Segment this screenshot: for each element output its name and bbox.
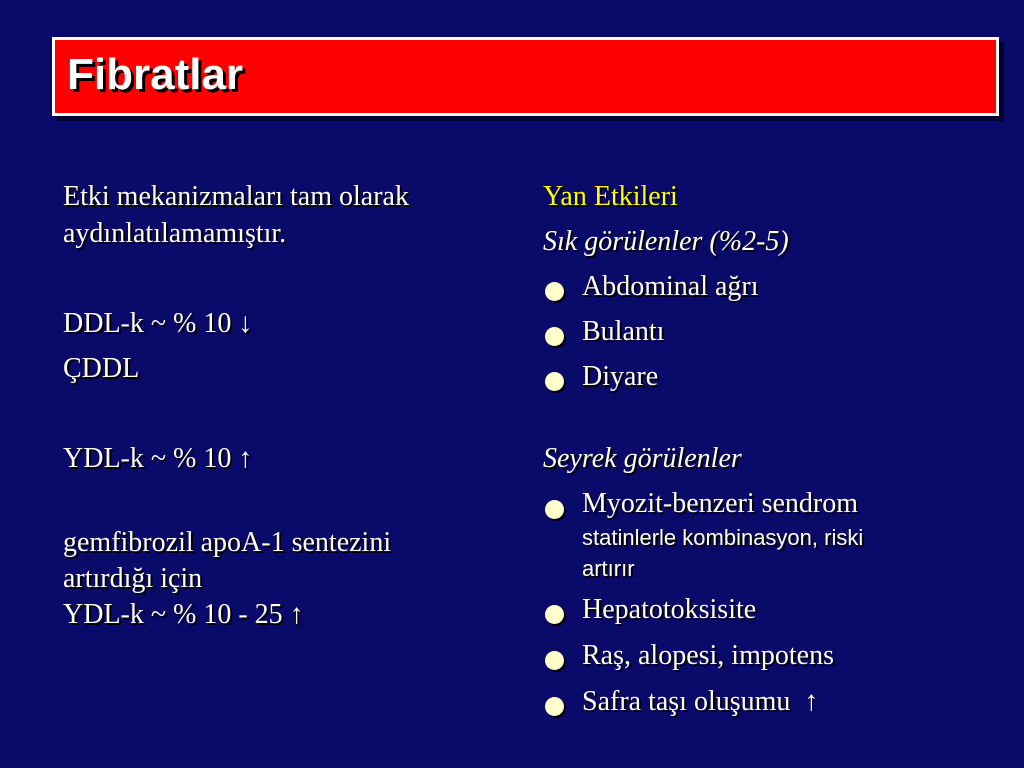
title-bar — [52, 37, 999, 116]
hdl-effect-line: YDL-k ~ % 10 ↑ — [63, 443, 253, 474]
mechanism-text-line2: aydınlatılamamıştır. — [63, 218, 287, 249]
bullet-dot-icon — [545, 697, 564, 716]
myozit-note-line2: artırır — [582, 556, 635, 581]
rare-item-hepatotoksisite: Hepatotoksisite — [582, 594, 757, 625]
common-item-diyare: Diyare — [582, 361, 659, 392]
mechanism-text-line1: Etki mekanizmaları tam olarak — [63, 181, 409, 212]
bullet-dot-icon — [545, 500, 564, 519]
common-heading: Sık görülenler (%2-5) — [543, 226, 789, 257]
slide-title: Fibratlar — [67, 50, 244, 99]
common-item-bulanti: Bulantı — [582, 316, 665, 347]
bullet-dot-icon — [545, 605, 564, 624]
rare-item-safra: Safra taşı oluşumu ↑ — [582, 686, 819, 717]
common-item-abdominal: Abdominal ağrı — [582, 271, 759, 302]
bullet-dot-icon — [545, 282, 564, 301]
side-effects-heading: Yan Etkileri — [543, 181, 678, 212]
gemfibrozil-line1: gemfibrozil apoA-1 sentezini — [63, 527, 392, 558]
rare-item-ras: Raş, alopesi, impotens — [582, 640, 834, 671]
gemfibrozil-line2: artırdığı için — [63, 563, 203, 594]
bullet-dot-icon — [545, 651, 564, 670]
myozit-note-line1: statinlerle kombinasyon, riski — [582, 525, 864, 550]
ldl-effect-line: DDL-k ~ % 10 ↓ — [63, 308, 253, 339]
ldl-abbrev-line: ÇDDL — [63, 353, 140, 384]
bullet-dot-icon — [545, 372, 564, 391]
bullet-dot-icon — [545, 327, 564, 346]
rare-item-myozit: Myozit-benzeri sendrom — [582, 488, 859, 519]
rare-heading: Seyrek görülenler — [543, 443, 742, 474]
gemfibrozil-line3: YDL-k ~ % 10 - 25 ↑ — [63, 599, 304, 630]
